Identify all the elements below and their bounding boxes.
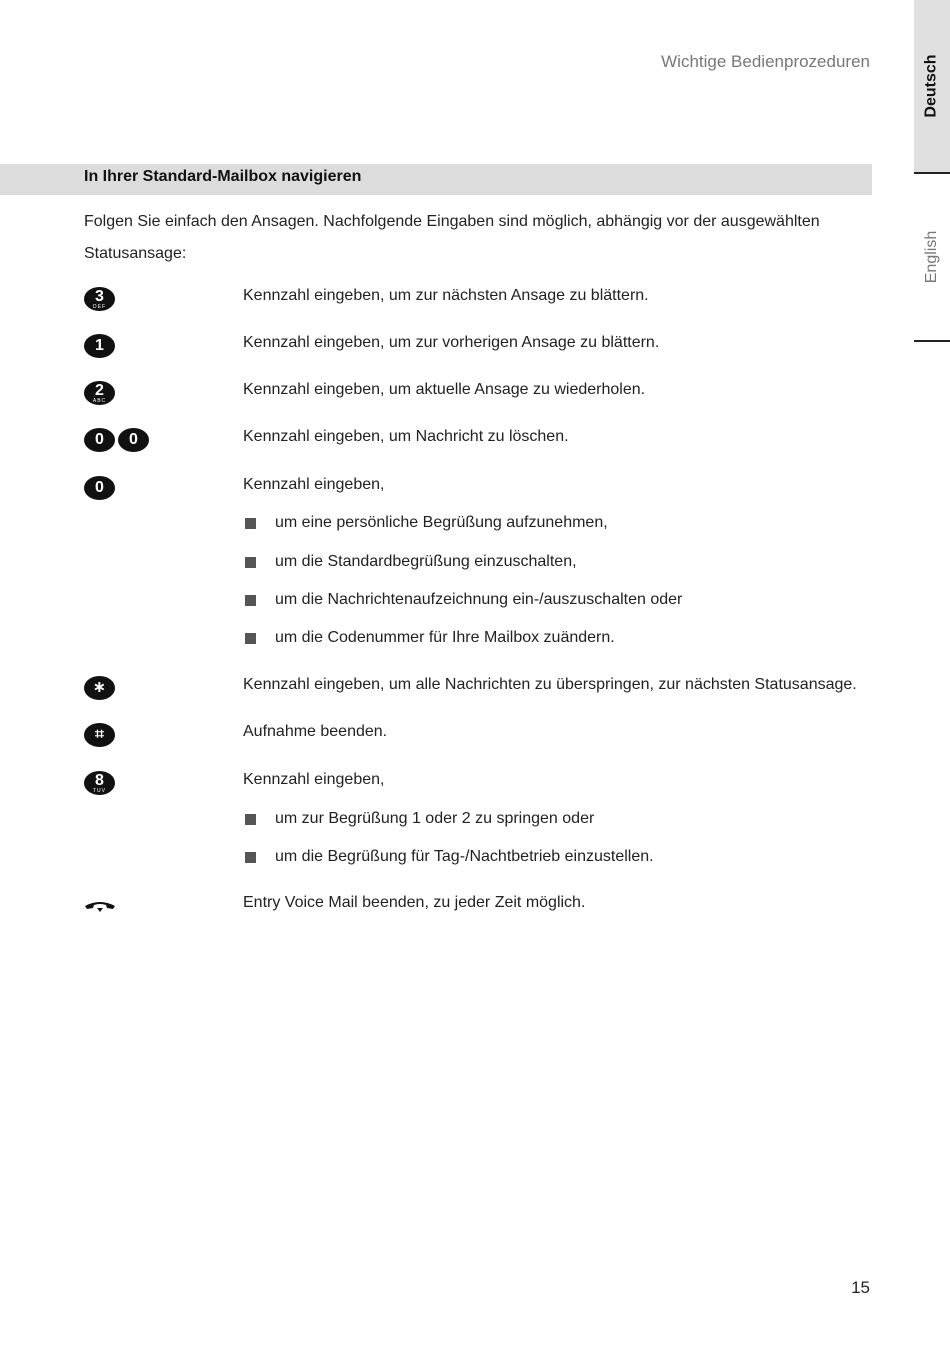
intro-paragraph: Folgen Sie einfach den Ansagen. Nachfolgende Eingaben sind möglich, abhängig vor der ausgewählten Statusansage:: [84, 213, 820, 262]
bullet-text: um die Begrüßung für Tag-/Nachtbetrieb einzustellen.: [275, 848, 654, 865]
key-0-icon: 0: [84, 476, 115, 500]
key-star-icon: ∗: [84, 676, 115, 700]
bullet-text: um eine persönliche Begrüßung aufzunehmen,: [275, 514, 608, 531]
bullet-text: um zur Begrüßung 1 oder 2 zu springen oder: [275, 810, 595, 827]
entry-text: Kennzahl eingeben, um zur vorherigen Ansage zu blättern.: [243, 334, 660, 351]
key-0-icon: 0: [84, 428, 115, 452]
bullet-text: um die Nachrichtenaufzeichnung ein-/auszuschalten oder: [275, 591, 683, 608]
entry-text: Aufnahme beenden.: [243, 723, 388, 740]
key-1-icon: 1: [84, 334, 115, 358]
bullet-square-icon: [245, 852, 256, 863]
section-title: In Ihrer Standard-Mailbox navigieren: [84, 168, 362, 185]
running-header: Wichtige Bedienprozeduren: [661, 52, 870, 71]
tab-english[interactable]: [914, 174, 950, 342]
bullet-text: um die Codenummer für Ihre Mailbox zuändern.: [275, 629, 615, 646]
entry-text: Kennzahl eingeben, um zur nächsten Ansage zu blättern.: [243, 287, 649, 304]
bullet-square-icon: [245, 595, 256, 606]
bullet-text: um die Standardbegrüßung einzuschalten,: [275, 553, 577, 570]
key-hash-icon: ⌗: [84, 723, 115, 747]
bullet-square-icon: [245, 518, 256, 529]
tab-english-label: English: [923, 230, 941, 284]
key-3-icon: 3 DEF: [84, 287, 115, 311]
key-2-icon: 2 ABC: [84, 381, 115, 405]
page-number: 15: [851, 1278, 870, 1297]
entry-text: Entry Voice Mail beenden, zu jeder Zeit möglich.: [243, 894, 586, 911]
tab-deutsch[interactable]: [914, 0, 950, 174]
tab-deutsch-label: Deutsch: [923, 54, 940, 118]
entry-text: Kennzahl eingeben, um alle Nachrichten zu überspringen, zur nächsten Statusansage.: [243, 676, 857, 693]
bullet-square-icon: [245, 557, 256, 568]
key-8-icon: 8 TUV: [84, 771, 115, 795]
bullet-square-icon: [245, 633, 256, 644]
entry-text: Kennzahl eingeben,: [243, 476, 385, 493]
hang-up-handset-icon: [84, 900, 116, 912]
bullet-square-icon: [245, 814, 256, 825]
entry-text: Kennzahl eingeben, um Nachricht zu löschen.: [243, 428, 569, 445]
key-0-icon: 0: [118, 428, 149, 452]
entry-text: Kennzahl eingeben, um aktuelle Ansage zu wiederholen.: [243, 381, 646, 398]
entry-text: Kennzahl eingeben,: [243, 771, 385, 788]
